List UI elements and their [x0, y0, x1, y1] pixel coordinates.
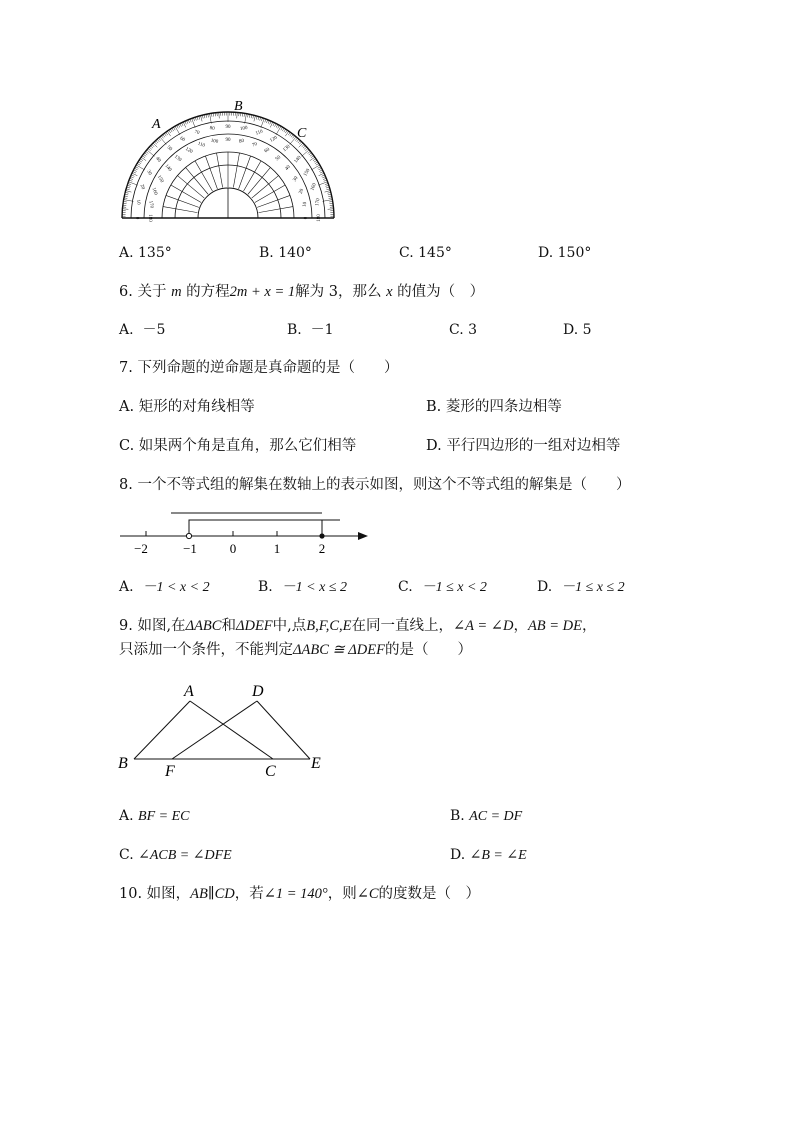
protractor-outer-number: 80 — [209, 126, 215, 132]
protractor-tick — [173, 127, 175, 130]
protractor-inner-number: 30 — [292, 175, 300, 183]
protractor-tick — [138, 162, 141, 164]
q9-option-b[interactable]: B. AC = DF — [450, 808, 523, 824]
protractor-tick — [322, 175, 325, 176]
tick-label: 2 — [318, 541, 326, 556]
vertex-d: D — [252, 683, 264, 700]
protractor-outer-number: 60 — [178, 136, 186, 144]
protractor-radial — [195, 161, 213, 191]
protractor-tick — [310, 154, 313, 156]
protractor-tick — [319, 170, 322, 172]
q6-option-d[interactable]: D. 5 — [563, 322, 592, 338]
protractor-inner-number: 130 — [172, 154, 182, 164]
protractor-tick — [156, 140, 158, 143]
protractor-outer-number: 140 — [293, 155, 303, 165]
protractor-tick — [128, 182, 137, 185]
ray-line-a — [122, 110, 230, 138]
protractor-tick — [192, 118, 195, 127]
protractor-inner-number: 60 — [263, 147, 271, 155]
triangles-figure — [110, 680, 340, 782]
protractor-radial — [177, 176, 204, 198]
protractor-inner-number: 140 — [163, 163, 173, 173]
protractor-tick — [133, 172, 136, 174]
protractor-tick — [163, 134, 165, 137]
protractor-radial — [171, 185, 201, 203]
protractor-tick — [201, 116, 203, 122]
protractor-outer-number: 20 — [138, 183, 146, 191]
protractor-tick — [169, 130, 171, 133]
protractor-radial — [205, 156, 217, 189]
tick-label: −2 — [134, 541, 148, 556]
protractor-tick — [136, 165, 145, 170]
protractor-tick — [313, 159, 316, 161]
protractor-outer-number: 0 — [133, 216, 139, 220]
protractor-tick — [278, 125, 280, 128]
protractor-tick — [144, 153, 147, 155]
q5-option-d[interactable]: D. 150° — [538, 245, 592, 261]
protractor-tick — [311, 165, 320, 170]
protractor-tick — [152, 144, 155, 146]
protractor-inner-number: 70 — [251, 142, 259, 149]
protractor-tick — [143, 154, 146, 156]
protractor-radial — [248, 167, 270, 194]
protractor-tick — [146, 151, 149, 153]
protractor-outer-number: 10 — [134, 199, 141, 206]
protractor-tick — [175, 126, 180, 135]
axis-arrow — [358, 532, 368, 540]
protractor-tick — [210, 114, 212, 124]
protractor-inner-number: 20 — [298, 188, 306, 195]
protractor-tick — [322, 177, 325, 178]
protractor-tick — [276, 126, 281, 135]
q6-equation: 2m + x = 1 — [229, 284, 296, 300]
protractor-tick — [303, 146, 306, 148]
protractor-tick — [268, 120, 269, 123]
vertex-c: C — [265, 763, 276, 780]
protractor-outer-number: 110 — [255, 129, 264, 137]
protractor-inner-number: 180 — [146, 214, 152, 222]
protractor-tick — [316, 163, 319, 165]
protractor-tick — [157, 139, 159, 142]
protractor-inner-number: 170 — [147, 200, 154, 209]
protractor-tick — [293, 136, 295, 139]
q7-option-a[interactable]: A. 矩形的对角线相等 — [119, 399, 255, 415]
q7-option-d[interactable]: D. 平行四边形的一组对边相等 — [426, 438, 621, 454]
protractor-tick — [126, 191, 132, 193]
protractor-tick — [245, 114, 247, 124]
vertex-e: E — [311, 755, 321, 772]
protractor-tick — [308, 151, 311, 153]
protractor-tick — [178, 124, 180, 127]
protractor-radial — [244, 161, 262, 191]
protractor-tick — [318, 182, 327, 185]
q6-option-a[interactable]: A. －5 — [119, 322, 166, 338]
q7-option-b[interactable]: B. 菱形的四条边相等 — [426, 399, 562, 415]
q6-option-c[interactable]: C. 3 — [449, 322, 478, 338]
protractor-tick — [153, 143, 157, 147]
q8-option-c[interactable]: C. －1 ≤ x < 2 — [398, 579, 487, 595]
protractor-tick — [291, 134, 293, 137]
protractor-tick — [182, 123, 184, 126]
tick-label: 0 — [229, 541, 237, 556]
protractor-inner-number: 0 — [304, 216, 310, 220]
segment-de — [257, 701, 310, 759]
protractor-outer-number: 120 — [269, 135, 279, 144]
vertex-f: F — [165, 763, 175, 780]
protractor-tick — [302, 144, 305, 146]
protractor-outer-number: 130 — [282, 144, 292, 154]
tick-label: −1 — [183, 541, 197, 556]
protractor-tick — [320, 172, 323, 174]
q10-stem: 10. 如图，AB∥CD，若∠1 = 140°，则∠C的度数是（ ） — [119, 886, 481, 902]
closed-point — [319, 533, 324, 538]
protractor-radial — [163, 207, 197, 213]
open-point — [186, 533, 191, 538]
q8-option-d[interactable]: D. －1 ≤ x ≤ 2 — [537, 579, 625, 595]
protractor-tick — [261, 118, 264, 127]
protractor-tick — [137, 163, 140, 165]
protractor-tick — [139, 160, 142, 162]
tick-label: 1 — [273, 541, 281, 556]
protractor-tick — [172, 128, 174, 131]
protractor-tick — [299, 142, 301, 145]
protractor-tick — [158, 138, 160, 141]
q7-option-c[interactable]: C. 如果两个角是直角，那么它们相等 — [119, 438, 357, 454]
protractor-radial — [259, 207, 293, 213]
label-b: B — [234, 99, 243, 114]
protractor-tick — [131, 175, 134, 176]
q8-stem: 8. 一个不等式组的解集在数轴上的表示如图，则这个不等式组的解集是（ ） — [119, 477, 631, 493]
protractor-inner-number: 80 — [238, 138, 245, 145]
protractor-outer-number: 50 — [165, 145, 173, 153]
protractor-tick — [134, 170, 137, 172]
protractor-inner-number: 100 — [210, 138, 219, 145]
protractor-tick — [285, 130, 287, 133]
protractor-tick — [270, 121, 271, 124]
protractor-tick — [315, 162, 318, 164]
protractor-inner-number: 10 — [302, 201, 309, 208]
protractor-tick — [288, 132, 290, 135]
protractor-tick — [309, 153, 312, 155]
protractor-outer-number: 70 — [193, 129, 200, 137]
q6-stem: 6. 关于 m 的方程2m + x = 1解为 3，那么 x 的值为（ ） — [119, 284, 485, 300]
protractor-tick — [325, 191, 331, 193]
q8-option-b[interactable]: B. －1 < x ≤ 2 — [258, 579, 348, 595]
solution-interval-bracket — [189, 520, 322, 536]
protractor-outer-number: 180 — [317, 214, 323, 222]
protractor-tick — [304, 147, 307, 149]
number-line-figure — [110, 508, 380, 558]
protractor-tick — [135, 167, 138, 169]
protractor-tick — [185, 121, 186, 124]
q7-stem: 7. 下列命题的逆命题是真命题的是（ ） — [119, 360, 399, 376]
protractor-tick — [305, 148, 308, 150]
protractor-outer-number: 160 — [310, 182, 318, 192]
vertex-a: A — [184, 683, 194, 700]
segment-df — [172, 701, 257, 759]
protractor-tick — [282, 128, 284, 131]
protractor-inner-number: 110 — [196, 141, 206, 149]
protractor-radial — [166, 195, 199, 207]
protractor-tick — [148, 148, 151, 150]
protractor-tick — [122, 209, 128, 210]
protractor-outer-number: 90 — [225, 125, 231, 131]
protractor-radial — [217, 153, 223, 187]
protractor-inner-number: 90 — [225, 138, 231, 144]
protractor-tick — [161, 136, 163, 139]
protractor-tick — [187, 120, 188, 123]
protractor-inner-number: 50 — [275, 155, 283, 163]
protractor-radial — [186, 167, 208, 194]
protractor-tick — [284, 129, 286, 132]
protractor-inner-number: 120 — [184, 146, 194, 156]
protractor-tick — [254, 116, 256, 122]
protractor-tick — [276, 124, 278, 127]
protractor-tick — [134, 168, 137, 170]
segment-ab — [134, 701, 190, 759]
q9-option-d[interactable]: D. ∠B = ∠E — [450, 847, 527, 863]
protractor-tick — [164, 133, 166, 136]
protractor-tick — [170, 129, 172, 132]
protractor-tick — [314, 160, 317, 162]
protractor-outer-number: 40 — [154, 156, 162, 164]
protractor-tick — [166, 132, 168, 135]
q9-stem-line1: 9. 如图,在ΔABC和ΔDEF中,点B,F,C,E在同一直线上，∠A = ∠D，AB = DE， — [119, 618, 597, 634]
protractor-radial — [233, 153, 239, 187]
protractor-tick — [323, 200, 333, 202]
protractor-tick — [299, 143, 303, 147]
protractor-tick — [290, 133, 292, 136]
protractor-radial — [257, 195, 290, 207]
protractor-outer-number: 100 — [239, 125, 249, 133]
protractor-tick — [328, 209, 334, 210]
label-a: A — [152, 117, 161, 132]
protractor-radial — [239, 156, 251, 189]
q9-stem-line2: 只添加一个条件，不能判定ΔABC ≅ ΔDEF的是（ ） — [119, 642, 472, 658]
protractor-tick — [154, 142, 156, 145]
protractor-tick — [177, 125, 179, 128]
protractor-outer-number: 170 — [315, 198, 322, 207]
protractor-tick — [318, 167, 321, 169]
q5-option-a[interactable]: A. 135° — [119, 245, 172, 261]
protractor-tick — [311, 156, 314, 158]
protractor-figure — [110, 92, 350, 224]
protractor-inner-number: 40 — [284, 164, 292, 172]
q5-option-b[interactable]: B. 140° — [259, 245, 312, 261]
protractor-outer-number: 30 — [145, 169, 153, 177]
protractor-inner-number: 150 — [155, 174, 164, 184]
protractor-radial — [252, 176, 279, 198]
q8-option-a[interactable]: A. －1 < x < 2 — [119, 579, 210, 595]
protractor-tick — [130, 177, 133, 178]
protractor-tick — [219, 112, 220, 118]
q5-option-c[interactable]: C. 145° — [399, 245, 452, 261]
protractor-tick — [124, 200, 134, 202]
protractor-tick — [150, 146, 153, 148]
q9-option-a[interactable]: A. BF = EC — [119, 808, 190, 824]
label-c: C — [297, 126, 307, 141]
protractor-outer-number: 150 — [303, 168, 312, 178]
protractor-tick — [180, 124, 182, 127]
protractor-tick — [319, 168, 322, 170]
protractor-tick — [142, 156, 145, 158]
vertex-b: B — [118, 755, 128, 772]
protractor-tick — [273, 123, 275, 126]
protractor-tick — [149, 147, 152, 149]
protractor-tick — [275, 124, 277, 127]
protractor-tick — [140, 159, 143, 161]
protractor-radial — [255, 185, 285, 203]
q9-option-c[interactable]: C. ∠ACB = ∠DFE — [119, 847, 232, 863]
protractor-tick — [281, 127, 283, 130]
protractor-inner-number: 160 — [150, 187, 158, 196]
q6-option-b[interactable]: B. －1 — [287, 322, 334, 338]
segment-ac — [190, 701, 273, 759]
